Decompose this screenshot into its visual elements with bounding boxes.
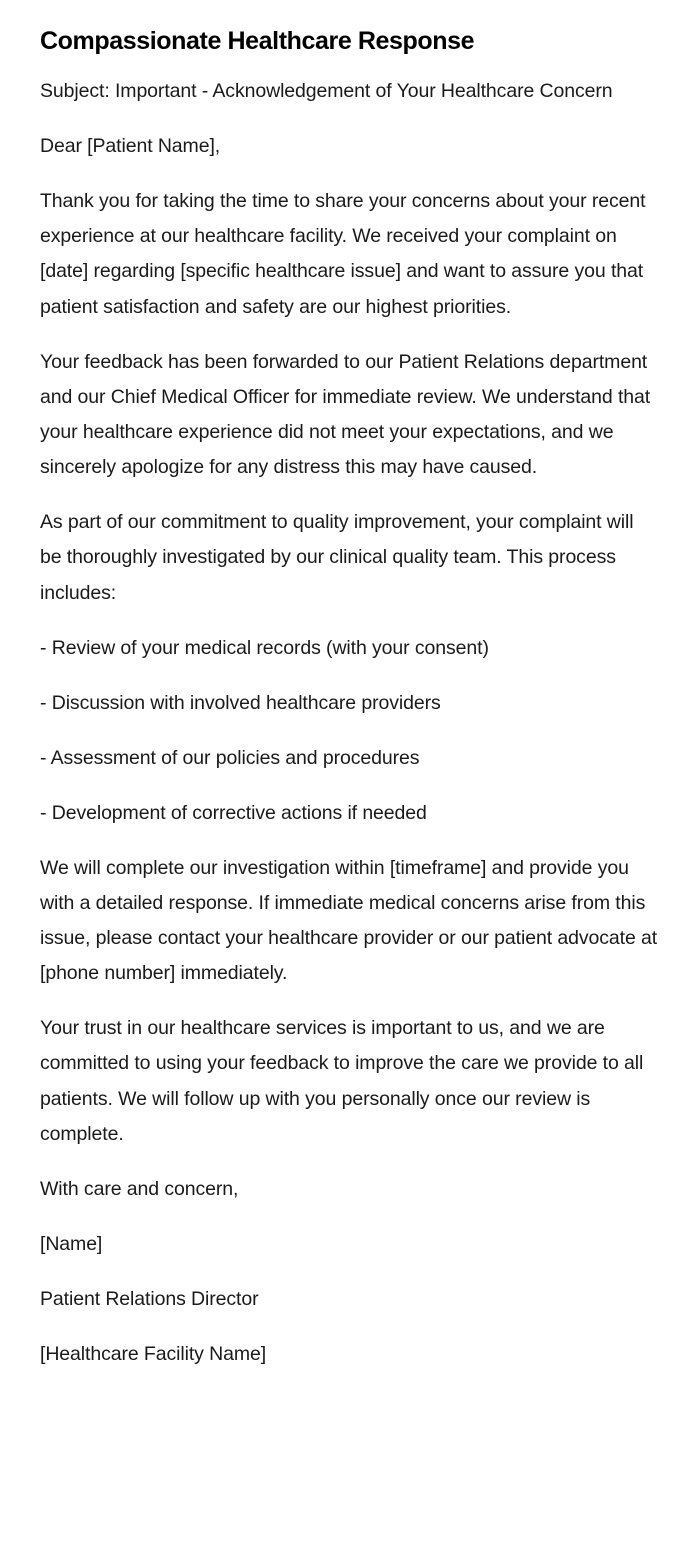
list-item: - Review of your medical records (with your consent): [40, 636, 489, 659]
subject-line: Subject: Important - Acknowledgement of Your Healthcare Concern: [40, 80, 613, 102]
body-paragraph-timeline: We will complete our investigation within [timeframe] and provide you with a detailed response. If immediate medical concerns arise from this issue, please contact your healthcare provider or our patient advocate at [phone number] immediately.: [40, 856, 658, 985]
body-paragraph-forwarded: Your feedback has been forwarded to our Patient Relations department and our Chief Medical Officer for immediate review. We understand that your healthcare experience did not meet your expectations, and we sincerely apologize for any distress this may have caused.: [40, 350, 651, 479]
closing: With care and concern,: [40, 1177, 239, 1200]
document-title: Compassionate Healthcare Response: [40, 27, 475, 55]
list-item: - Development of corrective actions if needed: [40, 801, 427, 824]
list-item: - Discussion with involved healthcare providers: [40, 691, 441, 714]
salutation: Dear [Patient Name],: [40, 135, 221, 157]
signature-name: [Name]: [40, 1232, 103, 1255]
body-paragraph-trust: Your trust in our healthcare services is important to us, and we are committed to using your feedback to improve the care we provide to all patients. We will follow up with you personally once our review is complete.: [40, 1017, 644, 1145]
signature-facility: [Healthcare Facility Name]: [40, 1342, 267, 1365]
body-paragraph-thanks: Thank you for taking the time to share your concerns about your recent experience at our healthcare facility. We received your complaint on [date] regarding [specific healthcare issue] and want to assure you that patient satisfaction and safety are our highest priorities.: [40, 190, 646, 318]
body-paragraph-process: As part of our commitment to quality improvement, your complaint will be thoroughly investigated by our clinical quality team. This process includes:: [40, 511, 634, 604]
list-item: - Assessment of our policies and procedures: [40, 746, 420, 769]
signature-title: Patient Relations Director: [40, 1287, 259, 1310]
